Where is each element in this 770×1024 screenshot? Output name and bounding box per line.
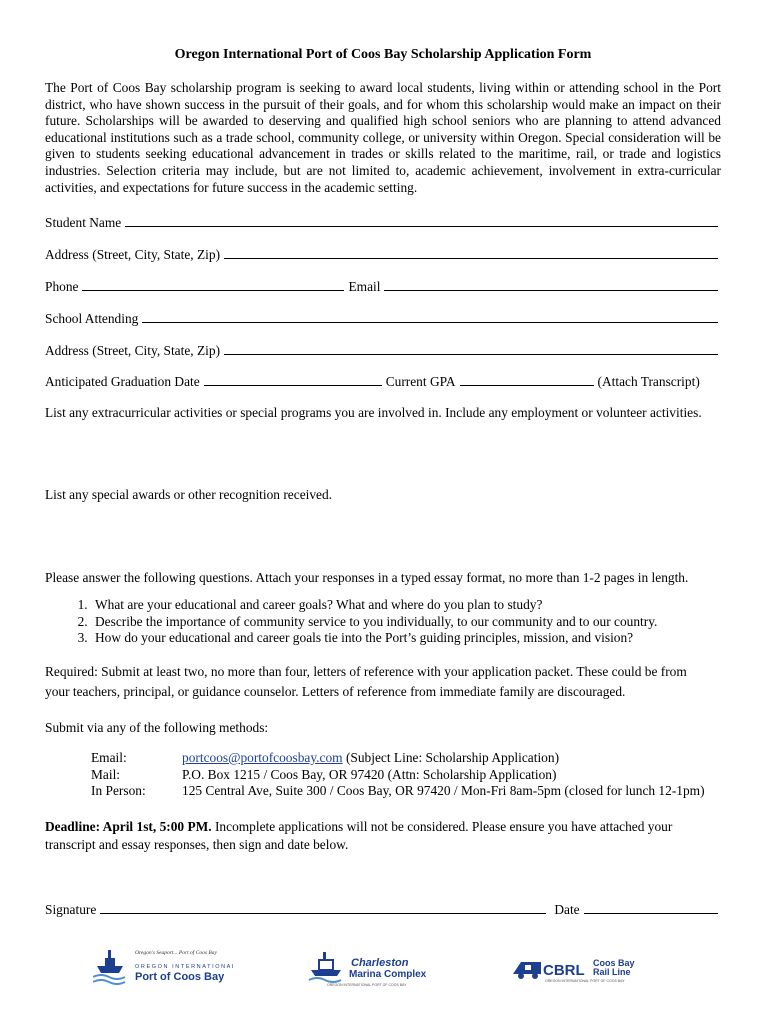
awards-prompt: List any special awards or other recognition received. xyxy=(45,487,333,502)
grad-date-label: Anticipated Graduation Date xyxy=(45,374,200,389)
deadline-note xyxy=(45,818,721,854)
port-line1: OREGON INTERNATIONAL xyxy=(135,964,233,970)
email-field[interactable] xyxy=(384,278,718,291)
method-mail-row xyxy=(45,767,721,784)
address-field-1[interactable] xyxy=(224,246,718,259)
email-subject-line: (Subject Line: Scholarship Application) xyxy=(342,750,560,765)
student-name-label: Student Name xyxy=(45,215,122,230)
method-in-person-value: 125 Central Ave, Suite 300 / Coos Bay, OR 97420 / Mon-Fri 8am-5pm (closed for lunch 12-1pm) xyxy=(182,783,705,799)
cbrl-abbr: CBRL xyxy=(543,962,585,979)
charleston-marina-logo xyxy=(307,940,437,990)
phone-field[interactable] xyxy=(82,278,344,291)
question-item: 2. Describe the importance of community service to you individually, to our community and to our country. xyxy=(91,614,721,631)
port-tagline: Oregon's Seaport... Port of Coos Bay xyxy=(135,950,217,956)
deadline-bold: Deadline: April 1st, 5:00 PM. xyxy=(45,819,212,834)
submit-intro: Submit via any of the following methods: xyxy=(45,720,269,735)
school-label: School Attending xyxy=(45,311,139,326)
marina-icon xyxy=(307,940,437,990)
method-email-value xyxy=(182,750,559,767)
footer-logos xyxy=(45,940,721,990)
attach-transcript-note: (Attach Transcript) xyxy=(597,374,700,389)
phone-label: Phone xyxy=(45,279,79,294)
required-note: Required: Submit at least two, no more than four, letters of reference with your application packet. These could be from your teachers, principal, or guidance counselor. Letters of reference from immediate family are discouraged. xyxy=(45,664,687,699)
port-line2: Port of Coos Bay xyxy=(135,971,225,983)
cbrl-line3: OREGON INTERNATIONAL PORT OF COOS BAY xyxy=(545,979,625,983)
page-title: Oregon International Port of Coos Bay Scholarship Application Form xyxy=(174,47,592,62)
school-row xyxy=(45,310,721,328)
phone-email-row xyxy=(45,278,721,296)
questions-intro: Please answer the following questions. Attach your responses in a typed essay format, no more than 1-2 pages in length. xyxy=(45,570,689,585)
charleston-line1: Charleston xyxy=(351,957,409,969)
question-item: 3. How do your educational and career goals tie into the Port’s guiding principles, mission, and vision? xyxy=(91,630,721,647)
gpa-field[interactable] xyxy=(460,373,594,386)
gpa-label: Current GPA xyxy=(385,374,456,389)
questions-list xyxy=(45,597,721,647)
locomotive-icon xyxy=(511,940,641,990)
email-link[interactable]: portcoos@portofcoosbay.com xyxy=(182,750,343,765)
activities-prompt: List any extracurricular activities or special programs you are involved in. Include any employment or volunteer activities. xyxy=(45,405,702,420)
address-label-2: Address (Street, City, State, Zip) xyxy=(45,343,221,358)
charleston-line3: OREGON INTERNATIONAL PORT OF COOS BAY xyxy=(327,983,407,987)
ship-icon xyxy=(93,940,233,990)
graduation-gpa-row xyxy=(45,373,721,391)
signature-field[interactable] xyxy=(100,901,546,914)
deadline-rest: Incomplete applications will not be considered. Please ensure you have attached your transcript and essay responses, then sign and date below. xyxy=(45,819,673,852)
cbrl-line2: Rail Line xyxy=(593,967,631,977)
submit-methods xyxy=(45,750,721,800)
address-row-1 xyxy=(45,246,721,264)
port-of-coos-bay-logo xyxy=(93,940,233,990)
signature-row xyxy=(45,901,721,919)
date-label: Date xyxy=(554,902,580,917)
student-name-row xyxy=(45,214,721,232)
address-label-1: Address (Street, City, State, Zip) xyxy=(45,247,221,262)
method-in-person-row xyxy=(45,783,721,800)
student-name-field[interactable] xyxy=(125,214,718,227)
method-email-row xyxy=(45,750,721,767)
cbrl-line1: Coos Bay xyxy=(593,958,635,968)
charleston-line2: Marina Complex xyxy=(349,969,427,980)
address-row-2 xyxy=(45,342,721,360)
method-mail-value: P.O. Box 1215 / Coos Bay, OR 97420 (Attn: Scholarship Application) xyxy=(182,766,557,782)
method-email-label: Email: xyxy=(91,750,127,765)
date-field[interactable] xyxy=(584,901,718,914)
signature-label: Signature xyxy=(45,902,97,917)
intro-paragraph: The Port of Coos Bay scholarship program is seeking to award local students, living within or attending school in the Port district, who have shown success in the pursuit of their goals, and for whom this scholarship would make an impact on their future. Scholarships will be awarded to deserving and qualified high school seniors who are planning to attend advanced educational institutions such as a trade school, community college, or university within Oregon. Special consideration will be given to students seeking educational advancement in trades or skills related to the maritime, rail, or trade and logistics industries. Selection criteria may include, but are not limited to, academic achievement, involvement in extra-curricular activities, and expectations for future success in the academic setting. xyxy=(45,80,721,195)
method-in-person-label: In Person: xyxy=(91,783,146,799)
school-field[interactable] xyxy=(142,310,718,323)
address-field-2[interactable] xyxy=(224,342,718,355)
grad-date-field[interactable] xyxy=(204,373,382,386)
method-mail-label: Mail: xyxy=(91,766,121,782)
cbrl-logo xyxy=(511,940,641,990)
question-item: 1. What are your educational and career goals? What and where do you plan to study? xyxy=(91,597,721,614)
email-label: Email xyxy=(348,279,381,294)
